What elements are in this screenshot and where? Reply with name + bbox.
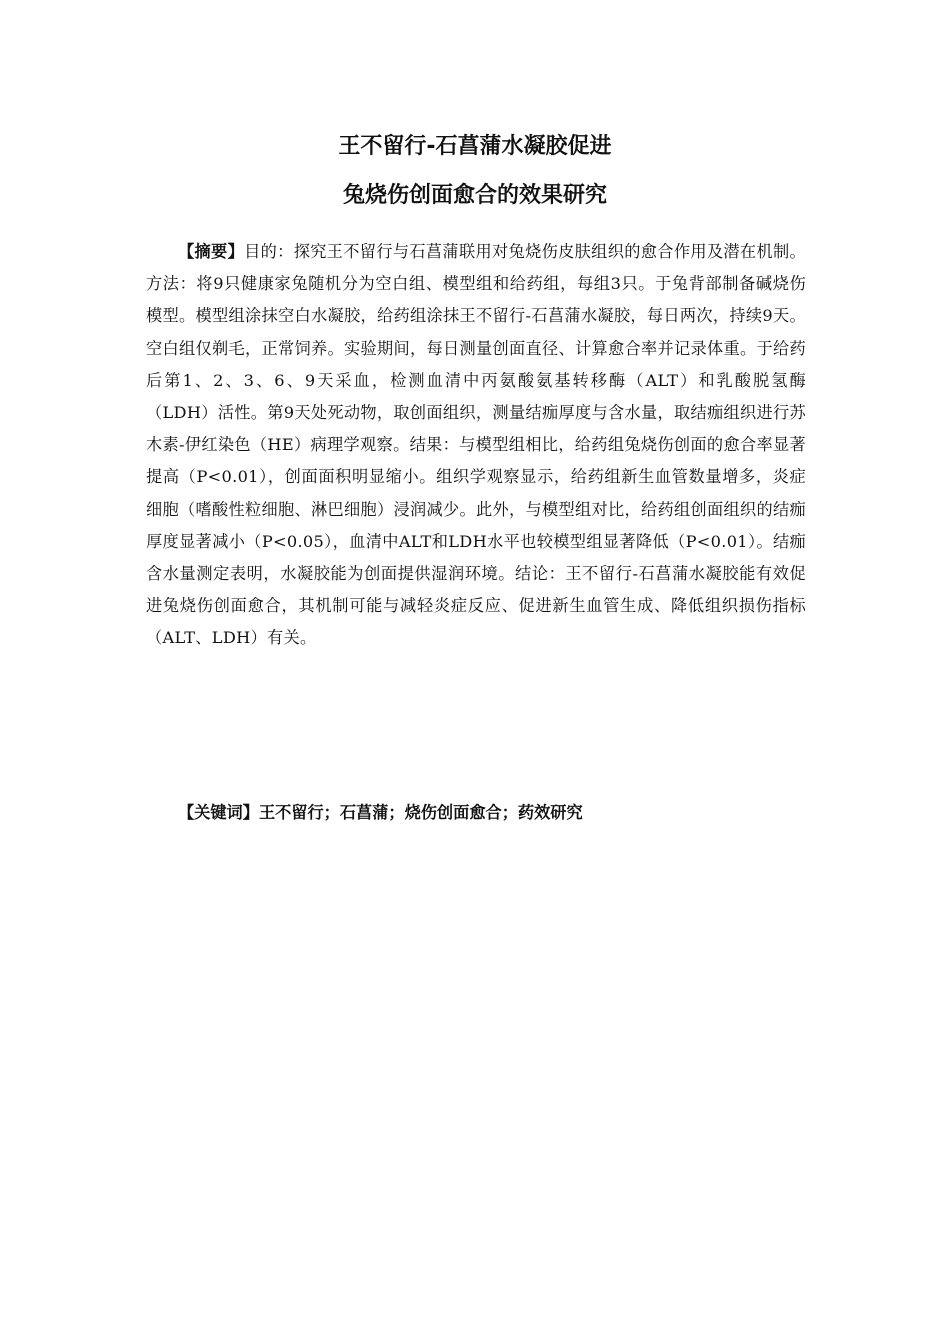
- title-line-2: 兔烧伤创面愈合的效果研究: [342, 183, 607, 208]
- paper-title: [0, 122, 950, 220]
- abstract-label: 【摘要】: [178, 242, 245, 261]
- title-line-1: 王不留行-石菖蒲水凝胶促进: [338, 134, 612, 159]
- abstract-text: 目的：探究王不留行与石菖蒲联用对兔烧伤皮肤组织的愈合作用及潜在机制。方法：将9只健康家兔随机分为空白组、模型组和给药组，每组3只。于兔背部制备碱烧伤模型。模型组涂抹空白水凝胶，给药组涂抹王不留行-石菖蒲水凝胶，每日两次，持续9天。空白组仅剃毛，正常饲养。实验期间，每日测量创面直径、计算愈合率并记录体重。于给药后第1、2、3、6、9天采血，检测血清中丙氨酸氨基转移酶（ALT）和乳酸脱氢酶（LDH）活性。第9天处死动物，取创面组织，测量结痂厚度与含水量，取结痂组织进行苏木素-伊红染色（HE）病理学观察。结果：与模型组相比，给药组兔烧伤创面的愈合率显著提高（P<0.01），创面面积明显缩小。组织学观察显示，给药组新生血管数量增多，炎症细胞（嗜酸性粒细胞、淋巴细胞）浸润减少。此外，与模型组对比，给药组创面组织的结痂厚度显著减小（P<0.05），血清中ALT和LDH水平也较模型组显著降低（P<0.01）。结痂含水量测定表明，水凝胶能为创面提供湿润环境。结论：王不留行-石菖蒲水凝胶能有效促进兔烧伤创面愈合，其机制可能与减轻炎症反应、促进新生血管生成、降低组织损伤指标（ALT、LDH）有关。: [146, 242, 806, 648]
- keywords-label: 【关键词】: [178, 803, 259, 822]
- keywords-paragraph: [146, 797, 806, 829]
- abstract-paragraph: [146, 236, 806, 655]
- keywords-text: 王不留行；石菖蒲；烧伤创面愈合；药效研究: [258, 803, 583, 822]
